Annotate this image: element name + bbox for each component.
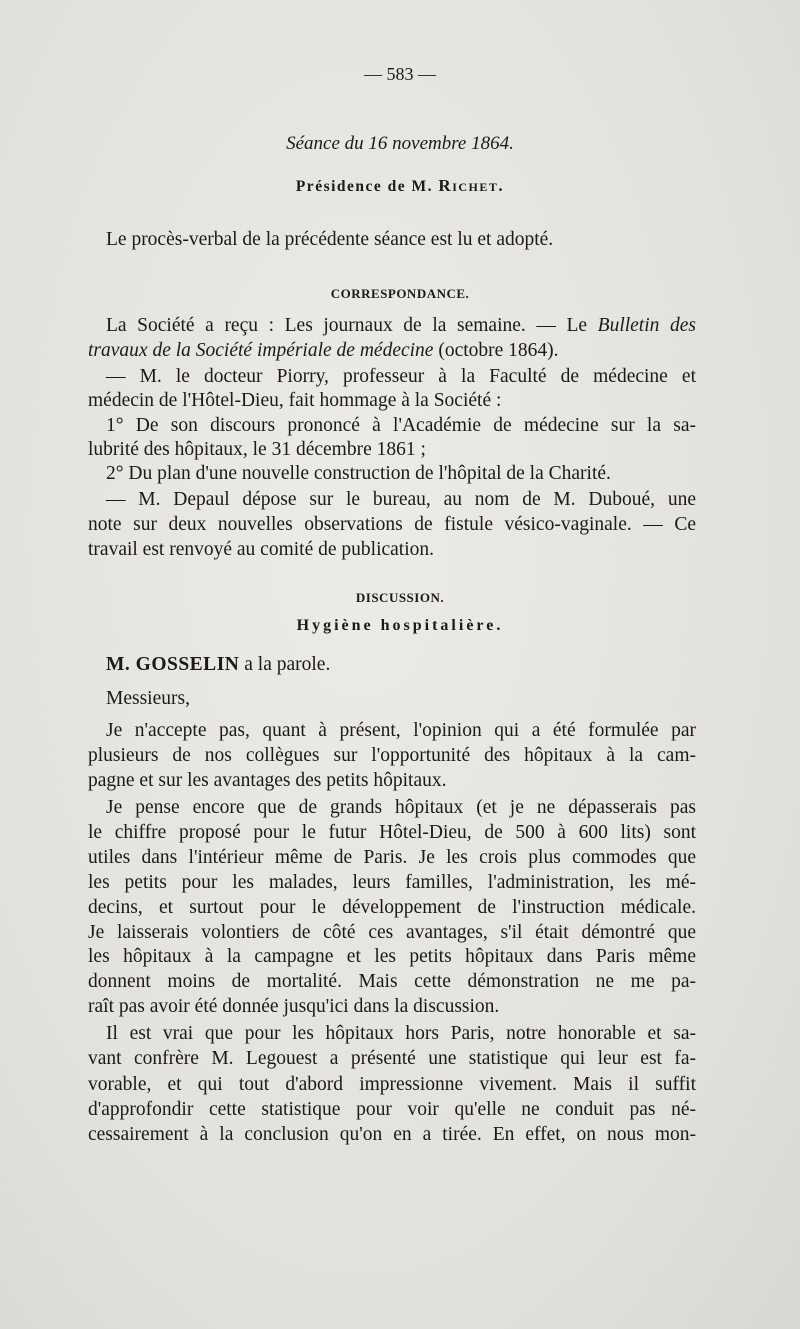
paragraph-line: note sur deux nouvelles observations de fistule vésico-vaginale. — Ce (88, 514, 696, 535)
salutation: Messieurs, (106, 688, 190, 709)
text-run: La Société a reçu : Les journaux de la semaine. — Le (106, 315, 598, 336)
paragraph-line: les petits pour les malades, leurs familles, l'administration, les mé- (88, 872, 696, 893)
paragraph-line: donnent moins de mortalité. Mais cette démonstration ne me pa- (88, 971, 696, 992)
paragraph-line (88, 339, 559, 363)
discussion-topic: Hygiène hospitalière. (296, 617, 504, 634)
paragraph-line: Je n'accepte pas, quant à présent, l'opinion qui a été formulée par (106, 720, 696, 741)
paragraph-line: vorable, et qui tout d'abord impressionne vivement. Mais il suffit (88, 1074, 696, 1095)
paragraph-line: le chiffre proposé pour le futur Hôtel-Dieu, de 500 à 600 lits) sont (88, 822, 696, 843)
paragraph-line: Je pense encore que de grands hôpitaux (et je ne dépasserais pas (106, 797, 696, 818)
minutes-statement: Le procès-verbal de la précédente séance est lu et adopté. (106, 229, 554, 250)
paragraph-line: raît pas avoir été donnée jusqu'ici dans la discussion. (88, 996, 500, 1017)
text-run: (octobre 1864). (433, 340, 559, 361)
correspondence-heading: CORRESPONDANCE. (330, 286, 470, 301)
presidency-prefix: Présidence de M. (295, 178, 439, 195)
session-title: Séance du 16 novembre 1864. (286, 133, 514, 154)
paragraph-line: decins, et surtout pour le développement de l'instruction médicale. (88, 897, 696, 918)
journal-title-part: travaux de la Société impériale de médecine (88, 340, 434, 361)
journal-title-part: Bulletin des (597, 315, 696, 336)
paragraph-line: lubrité des hôpitaux, le 31 décembre 1861 ; (88, 439, 426, 460)
paragraph-line: vant confrère M. Legouest a présenté une statistique qui leur est fa- (88, 1048, 696, 1069)
paragraph-line: cessairement à la conclusion qu'on en a tirée. En effet, on nous mon- (88, 1124, 696, 1145)
speaker-name: M. GOSSELIN (106, 654, 240, 675)
paragraph-line: 2° Du plan d'une nouvelle construction de l'hôpital de la Charité. (106, 463, 611, 484)
paragraph-line: travail est renvoyé au comité de publication. (88, 539, 435, 560)
paragraph-line: plusieurs de nos collègues sur l'opportunité des hôpitaux à la cam- (88, 745, 696, 766)
discussion-heading: DISCUSSION. (355, 590, 445, 605)
president-name: Richet. (438, 176, 505, 195)
paragraph-line: les hôpitaux à la campagne et les petits hôpitaux dans Paris même (88, 946, 696, 967)
paragraph-line: Je laisserais volontiers de côté ces avantages, s'il était démontré que (88, 922, 696, 943)
paragraph-line (106, 314, 696, 338)
paragraph-line: — M. le docteur Piorry, professeur à la Faculté de médecine et (106, 366, 696, 387)
speaker-line (106, 653, 330, 677)
paragraph-line: d'approfondir cette statistique pour voir qu'elle ne conduit pas né- (88, 1099, 696, 1120)
paragraph-line: pagne et sur les avantages des petits hôpitaux. (88, 770, 447, 791)
paragraph-line: 1° De son discours prononcé à l'Académie de médecine sur la sa- (106, 415, 696, 436)
paragraph-line: — M. Depaul dépose sur le bureau, au nom de M. Duboué, une (106, 489, 696, 510)
text-run: a la parole. (239, 654, 331, 675)
paragraph-line: Il est vrai que pour les hôpitaux hors Paris, notre honorable et sa- (106, 1023, 696, 1044)
paragraph-line: médecin de l'Hôtel-Dieu, fait hommage à la Société : (88, 390, 502, 411)
paragraph-line: utiles dans l'intérieur même de Paris. Je les crois plus commodes que (88, 847, 696, 868)
page-number: — 583 — (364, 64, 436, 84)
presidency-line (0, 174, 800, 199)
